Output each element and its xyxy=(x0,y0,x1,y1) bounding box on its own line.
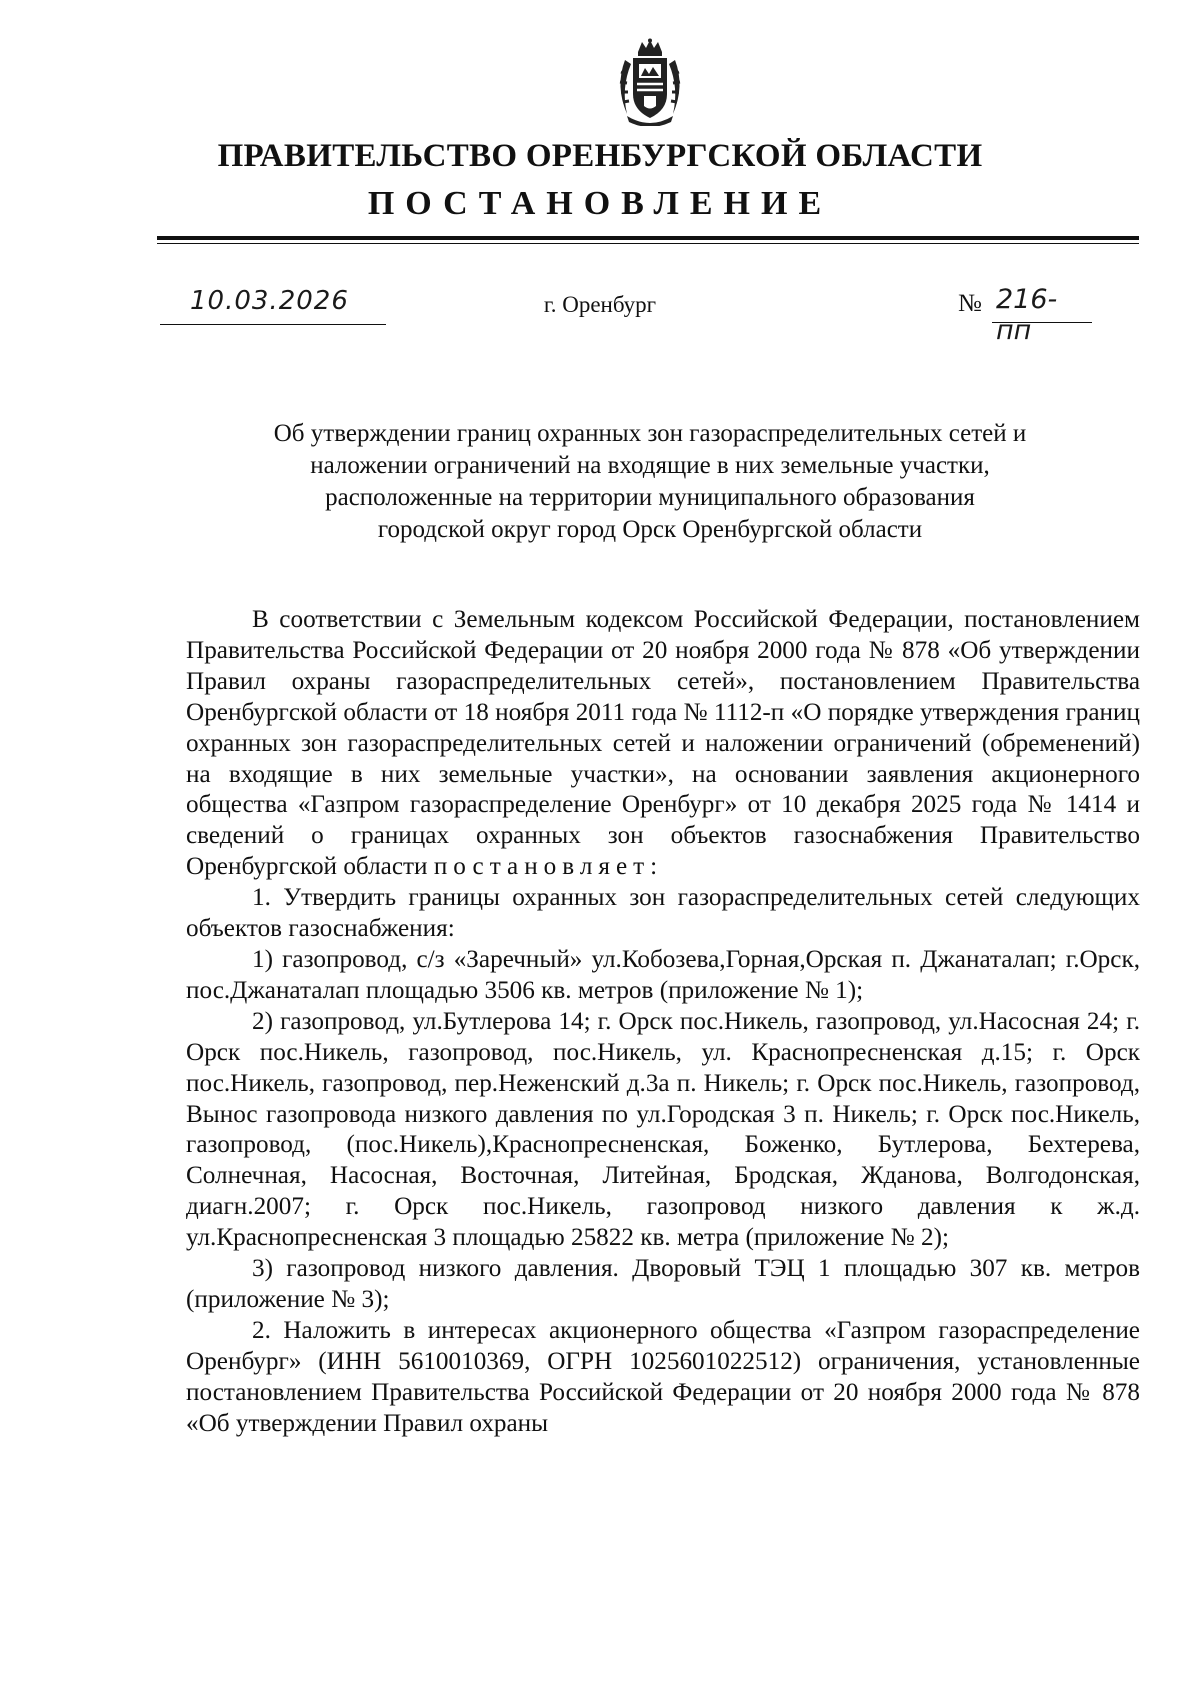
subpoint-1: 1) газопровод, с/з «Заречный» ул.Кобозева,Горная,Орская п. Джанаталап; г.Орск, пос.Джанаталап площадью 3506 кв. метров (приложение № 1); xyxy=(186,945,1140,1004)
preamble-text: В соответствии с Земельным кодексом Российской Федерации, постановлением Правительства Российской Федерации от 20 ноября 2000 года № 878 «Об утверждении Правил охраны газораспределительных сетей», постановлением Правительства Оренбургской области от 18 ноября 2011 года № 1112-п «О порядке утверждения границ охранных зон газораспределительных сетей и наложении ограничений (обременений) на входящие в них земельные участки», на основании заявления акционерного общества «Газпром газораспределение Оренбург» от 10 декабря 2025 года № 1414 и сведений о границах охранных зон объектов газоснабжения Правительство Оренбургской области xyxy=(186,606,1140,881)
subject-line: Об утверждении границ охранных зон газораспределительных сетей и xyxy=(273,420,1027,447)
document-body xyxy=(186,605,1140,1439)
subject-line: расположенные на территории муниципального образования xyxy=(325,484,975,511)
resolves-word: постановляет: xyxy=(433,853,664,881)
document-type-heading: ПОСТАНОВЛЕНИЕ xyxy=(367,185,833,222)
point-2: 2. Наложить в интересах акционерного общества «Газпром газораспределение Оренбург» (ИНН 5610010369, ОГРН 1025601022512) ограничения, установленные постановлением Правительства Российской Федерации от 20 ноября 2000 года № 878 «Об утверждении Правил охраны xyxy=(186,1316,1140,1437)
number-sign: № xyxy=(958,290,982,317)
subpoint-3: 3) газопровод низкого давления. Дворовый ТЭЦ 1 площадью 307 кв. метров (приложение № 3); xyxy=(186,1255,1140,1313)
government-title: ПРАВИТЕЛЬСТВО ОРЕНБУРГСКОЙ ОБЛАСТИ xyxy=(217,138,983,174)
subpoint-2: 2) газопровод, ул.Бутлерова 14; г. Орск пос.Никель, газопровод, ул.Насосная 24; г. Орск пос.Никель, газопровод, пос.Никель, ул. Краснопресненская д.15; г. Орск пос.Никель, газопровод, пер.Неженский д.3а п. Никель; г. Орск пос.Никель, газопровод, Вынос газопровода низкого давления по ул.Городская 3 п. Никель; г. Орск пос.Никель, газопровод, (пос.Никель),Краснопресненская, Боженко, Бутлерова, Бехтерева, Солнечная, Насосная, Восточная, Литейная, Бродская, Жданова, Волгодонская, диагн.2007; г. Орск пос.Никель, газопровод низкого давления к ж.д. ул.Краснопресненская 3 площадью 25822 кв. метра (приложение № 2); xyxy=(186,1007,1140,1252)
preamble-paragraph xyxy=(186,605,1140,883)
subject-line: городской округ город Орск Оренбургской области xyxy=(377,516,923,543)
city-label: г. Оренбург xyxy=(543,292,657,317)
header-rule-thin xyxy=(157,243,1139,244)
header-rule-thick xyxy=(157,236,1139,240)
handwritten-date: 10.03.2026 xyxy=(190,286,349,316)
subject-line: наложении ограничений на входящие в них земельные участки, xyxy=(310,452,990,479)
coat-of-arms-emblem xyxy=(611,38,689,126)
point-1: 1. Утвердить границы охранных зон газораспределительных сетей следующих объектов газоснабжения: xyxy=(186,884,1140,943)
number-field xyxy=(992,284,1092,346)
document-subject xyxy=(160,418,1140,546)
handwritten-number: 216-пп xyxy=(996,284,1058,346)
